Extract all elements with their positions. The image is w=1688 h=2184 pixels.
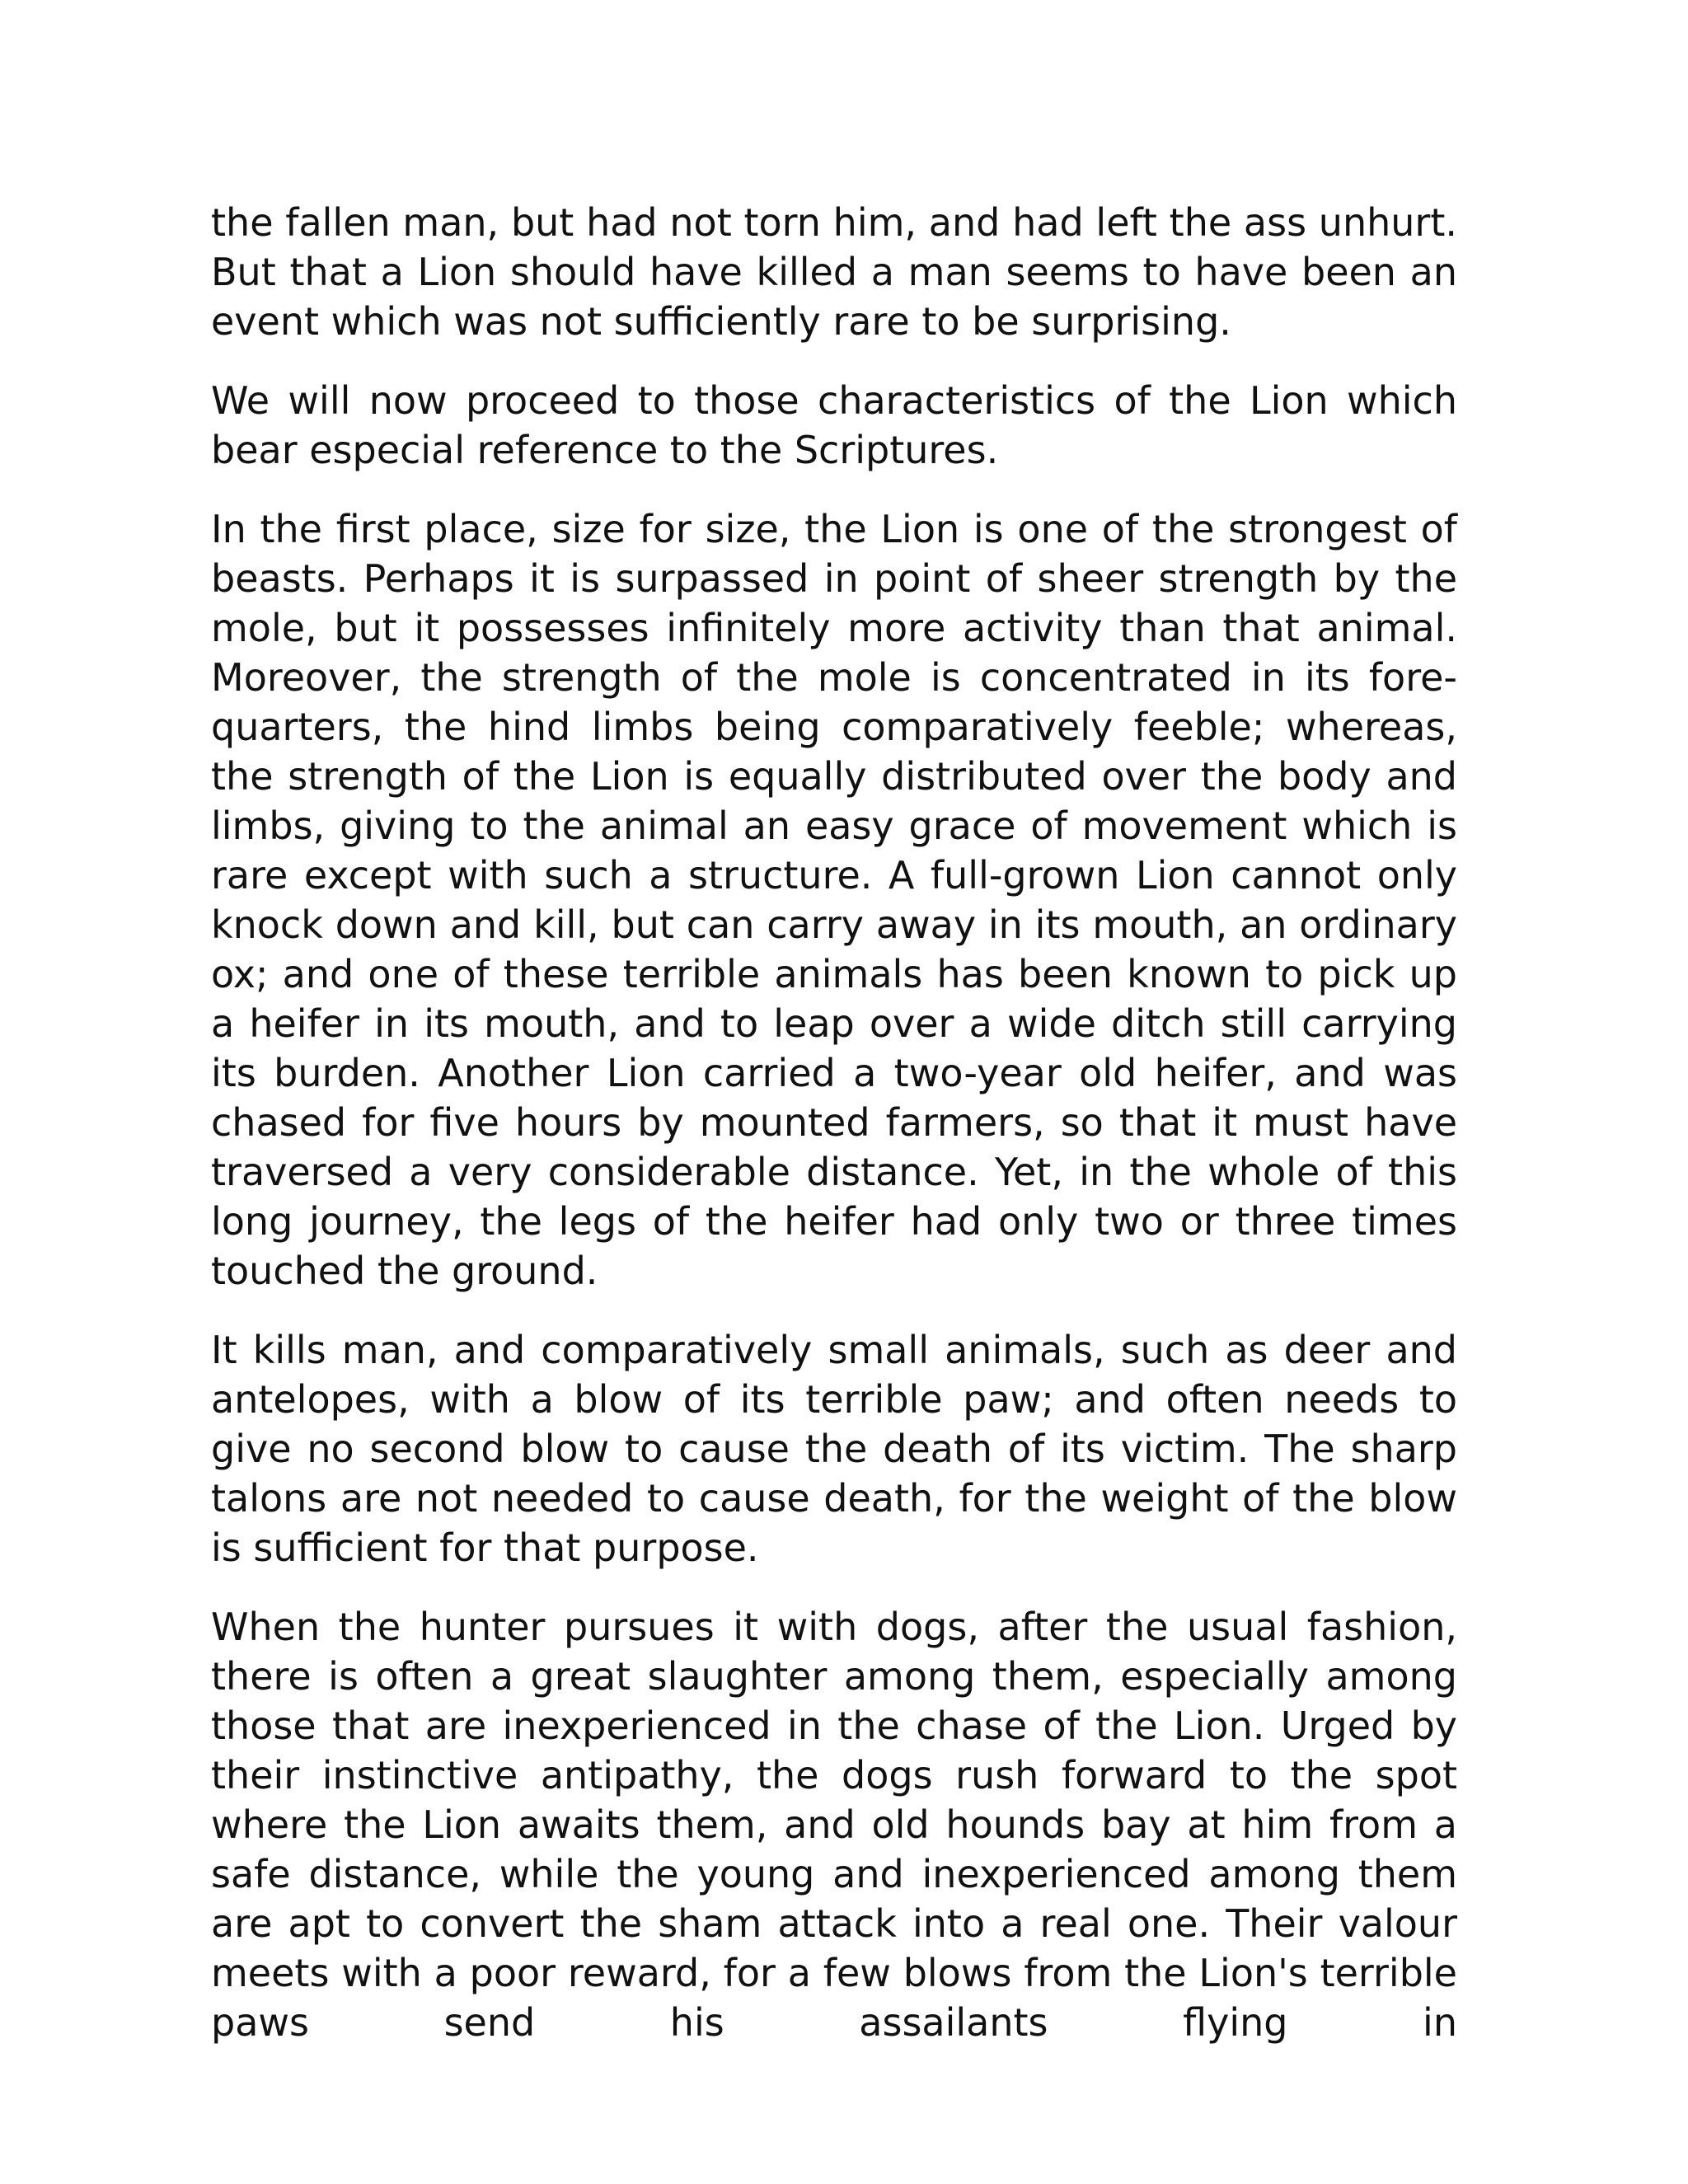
paragraph-5: When the hunter pursues it with dogs, after the usual fashion, there is often a great slaughter among them, especially among those that are inexperienced in the chase of the Lion. Urged by their instinctive antipathy, the dogs rush forward to the spot where the Lion awaits them, and old hounds bay at him from a safe distance, while the young and inexperienced among them are apt to convert the sham attack into a real one. Their valour meets with a poor reward, for a few blows from the Lion's terrible paws send his assailants flying in: [211, 1605, 1457, 2045]
paragraph-1: the fallen man, but had not torn him, and had left the ass unhurt. But that a Lion should have killed a man seems to have been an event which was not sufficiently rare to be surprising.: [211, 200, 1457, 344]
body-text: [211, 198, 1457, 2077]
paragraph-4: It kills man, and comparatively small animals, such as deer and antelopes, with a blow of its terrible paw; and often needs to give no second blow to cause the death of its victim. The sharp talons are not needed to cause death, for the weight of the blow is sufficient for that purpose.: [211, 1328, 1457, 1570]
paragraph-3: In the first place, size for size, the Lion is one of the strongest of beasts. Perhaps it is surpassed in point of sheer strength by the mole, but it possesses infinitely more activity than that animal. Moreover, the strength of the mole is concentrated in its fore-quarters, the hind limbs being comparatively feeble; whereas, the strength of the Lion is equally distributed over the body and limbs, giving to the animal an easy grace of movement which is rare except with such a structure. A full-grown Lion cannot only knock down and kill, but can carry away in its mouth, an ordinary ox; and one of these terrible animals has been known to pick up a heifer in its mouth, and to leap over a wide ditch still carrying its burden. Another Lion carried a two-year old heifer, and was chased for five hours by mounted farmers, so that it must have traversed a very considerable distance. Yet, in the whole of this long journey, the legs of the heifer had only two or three times touched the ground.: [211, 507, 1457, 1293]
paragraph-2: We will now proceed to those characteristics of the Lion which bear especial reference to the Scriptures.: [211, 378, 1457, 472]
